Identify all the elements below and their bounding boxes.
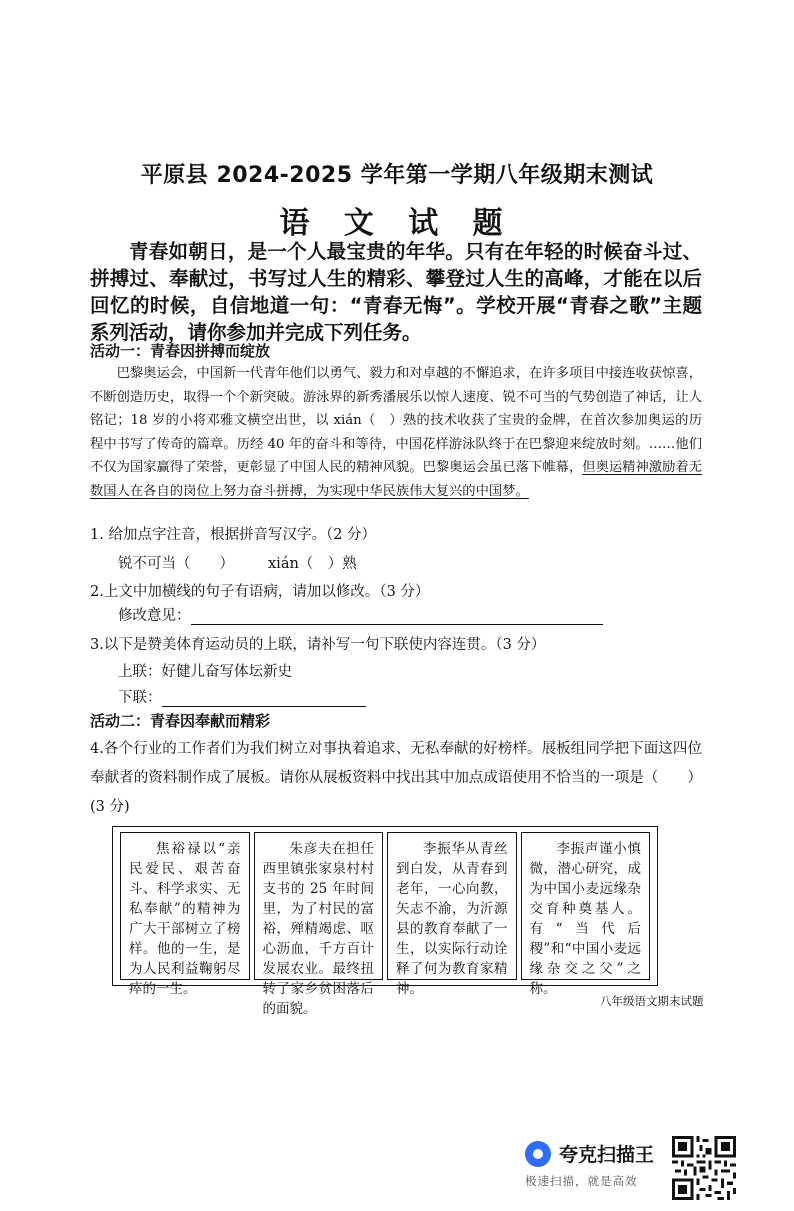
q3-lower-label: 下联： [118,690,162,706]
passage-main-text: 巴黎奥运会，中国新一代青年他们以勇气、毅力和对卓越的不懈追求，在许多项目中接连收获惊喜，不断创造历史，取得一个个新突破。游泳界的新秀潘展乐以惊人速度、锐不可当的气势创造了神话，让人铭记；18 岁的小将邓雅文横空出世，以 xián（ ）熟的技术收获了宝贵的金牌，在首次参加奥运的历程中书写了传奇的篇章。历经 40 年的奋斗和等待，中国花样游泳队终于在巴黎迎来绽放时刻。……他们不仅为国家赢得了荣誉，更彰显了中国人民的精神风貌。巴黎奥运会虽已落下帷幕， [90,366,702,476]
activity1-heading: 活动一：青春因拼搏而绽放 [90,342,271,360]
brand-name: 夸克扫描王 [559,1144,655,1166]
scanner-watermark [525,1140,665,1189]
question-4: 4.各个行业的工作者们为我们树立对事执着追求、无私奉献的好榜样。展板组同学把下面这四位奉献者的资料制作成了展板。请你从展板资料中找出其中加点成语使用不恰当的一项是（ ）(3 分) [90,741,702,815]
q3-upper-couplet: 上联：好健儿奋写体坛新史 [118,664,292,680]
brand-slogan: 极速扫描，就是高效 [525,1174,638,1188]
question-2: 2.上文中加横线的句子有语病，请加以修改。（3 分） [90,584,430,600]
board-cell-li-zhensheng: 李振声谨小慎微，潜心研究，成为中国小麦远缘杂交育种奠基人。有“当代后稷”和“中国小麦远缘杂交之父”之称。 [521,832,651,980]
passage-underlined-sentence: 但奥运精神激励着无数国人在各自的岗位上努力奋斗拼搏，为实现中华民族伟大复兴的中国梦。 [90,460,702,499]
board-cell-zhu-yanfu: 朱彦夫在担任西里镇张家泉村村支书的 25 年时间里，为了村民的富裕，殚精竭虑、呕心沥血，千方百计发展农业。最终扭转了家乡贫困落后的面貌。 [254,832,384,980]
q2-label: 修改意见： [118,608,191,624]
question-1: 1. 给加点字注音，根据拼音写汉字。（2 分） [90,527,377,543]
subject-title: 语 文 试 题 [279,206,515,241]
page-footer-label: 八年级语文期末试题 [600,994,704,1008]
intro-paragraph: 青春如朝日，是一个人最宝贵的年华。只有在年轻的时候奋斗过、拼搏过、奉献过，书写过人生的精彩、攀登过人生的高峰，才能在以后回忆的时候，自信地道一句：“青春无悔”。学校开展“青春之歌”主题系列活动，请你参加并完成下列任务。 [90,240,702,344]
question-3: 3.以下是赞美体育运动员的上联，请补写一句下联使内容连贯。（3 分） [90,637,546,653]
q3-lower-row [118,686,366,707]
board-cell-jiao-yulu: 焦裕禄以“亲民爱民、艰苦奋斗、科学求实、无私奉献”的精神为广大干部树立了榜样。他的一生，是为人民利益鞠躬尽瘁的一生。 [120,832,250,980]
q2-answer-row [118,604,603,625]
q3-answer-line[interactable] [162,690,366,707]
quark-logo-icon [525,1141,551,1167]
board-cell-li-zhenhua: 李振华从青丝到白发，从青春到老年，一心向教，矢志不渝，为沂源县的教育奉献了一生，以实际行动诠释了何为教育家精神。 [387,832,517,980]
q2-answer-line[interactable] [191,608,603,625]
activity2-heading: 活动二：青春因奉献而精彩 [90,712,271,730]
q1-item-1: 锐不可当（ ） [118,556,234,572]
qr-code-icon [672,1136,736,1200]
q1-item-2: xián（ ）熟 [268,556,357,572]
activity1-passage [90,362,702,504]
exam-title: 平原县 2024-2025 学年第一学期八年级期末测试 [140,163,654,188]
